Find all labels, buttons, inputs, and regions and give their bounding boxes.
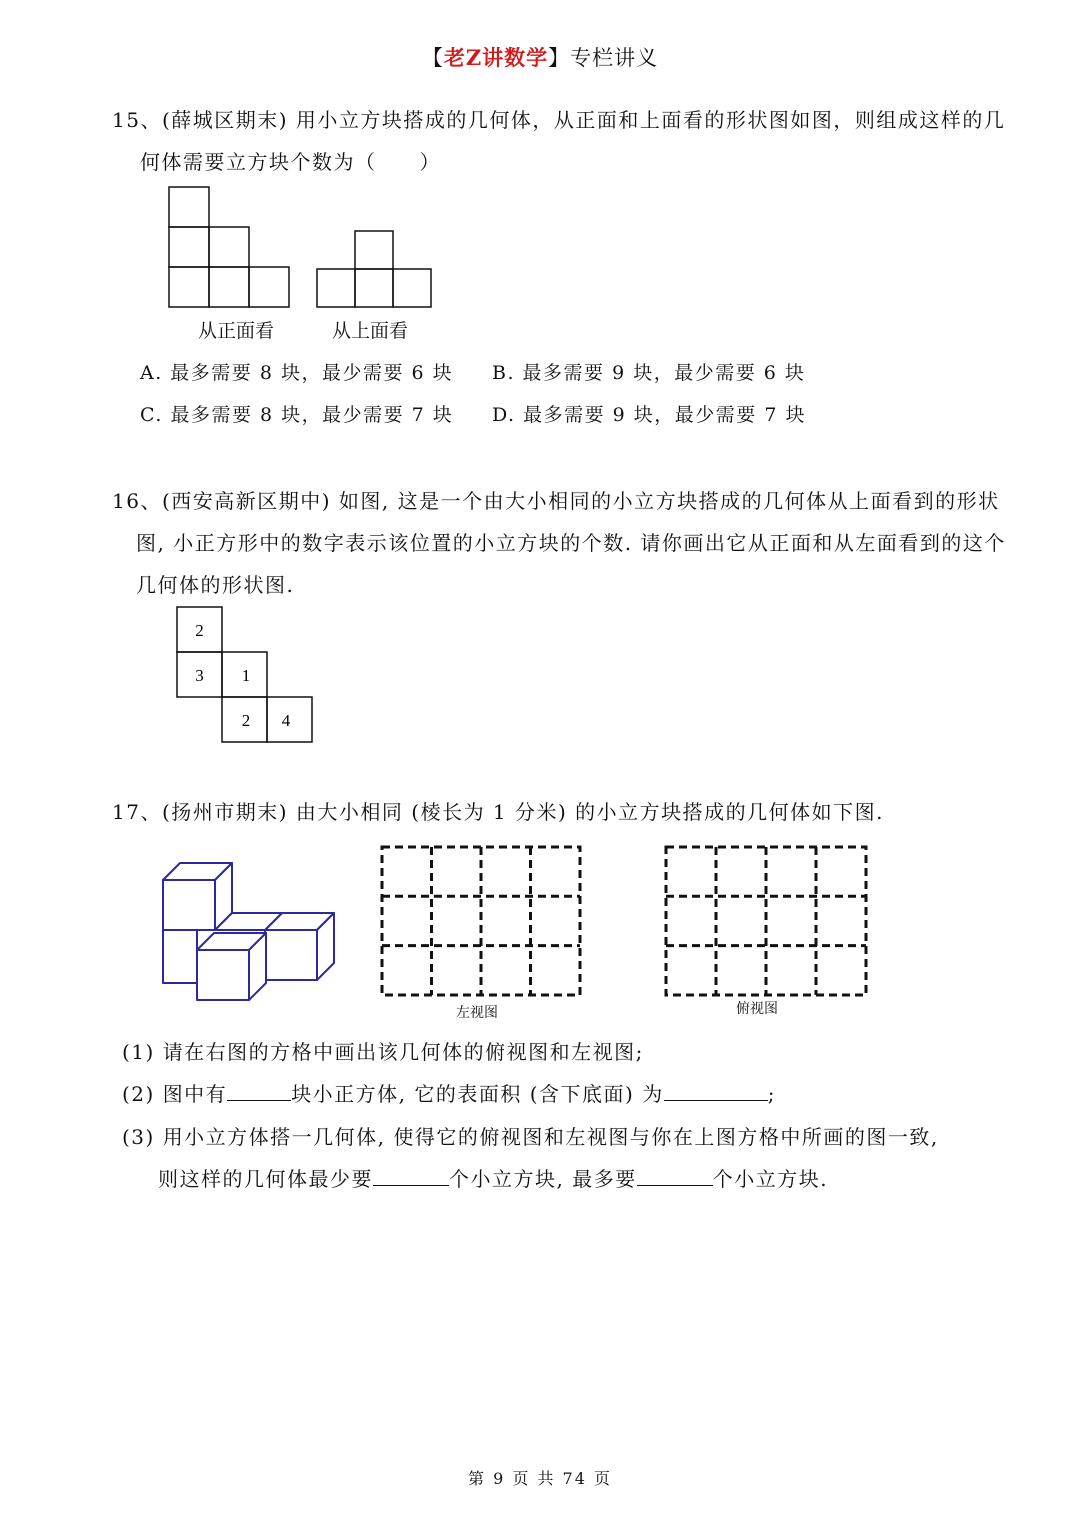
q17-sub2-text-c: ;	[767, 1082, 776, 1106]
q17-sub3-text-b: 个小立方块, 最多要	[449, 1167, 637, 1191]
q16-top-view-grid	[176, 606, 316, 744]
q17-sub3-text-c: 个小立方块.	[712, 1167, 829, 1191]
q15-front-view-figure	[168, 186, 293, 308]
q15-option-b: B. 最多需要 9 块，最少需要 6 块	[492, 362, 806, 384]
header-brand: 老Z讲数学	[443, 45, 549, 70]
q17-cube-solid-figure	[160, 860, 340, 1005]
q17-top-view-label: 俯视图	[736, 1001, 778, 1017]
q15-option-a: A. 最多需要 8 块，最少需要 6 块	[140, 362, 454, 384]
q17-left-view-label: 左视图	[456, 1005, 498, 1021]
answer-blank-max-cubes[interactable]	[637, 1167, 713, 1186]
answer-blank-cube-count[interactable]	[227, 1082, 291, 1101]
header-suffix: 专栏讲义	[570, 46, 659, 70]
answer-blank-surface-area[interactable]	[664, 1082, 768, 1101]
header-bracket-close: 】	[548, 46, 571, 70]
q15-front-label: 从正面看	[198, 320, 275, 342]
grid-number: 3	[195, 666, 204, 685]
q16-line3: 几何体的形状图.	[136, 573, 295, 597]
q17-sub2	[122, 1078, 776, 1107]
header-bracket-open: 【	[421, 46, 444, 70]
q16-line2: 图, 小正方形中的数字表示该位置的小立方块的个数. 请你画出它从正面和从左面看到的这个	[136, 531, 1006, 555]
q15-line1: 15、(薛城区期末) 用小立方块搭成的几何体，从正面和上面看的形状图如图，则组成这样的几	[112, 108, 1006, 132]
q15-line2: 何体需要立方块个数为（ ）	[140, 150, 441, 174]
q17-sub3-line1: (3) 用小立方体搭一几何体, 使得它的俯视图和左视图与你在上图方格中所画的图一致,	[122, 1125, 939, 1149]
grid-number: 4	[281, 711, 291, 730]
q15-top-view-figure	[316, 230, 434, 310]
answer-blank-min-cubes[interactable]	[373, 1167, 449, 1186]
q15-top-label: 从上面看	[332, 320, 409, 342]
q17-left-view-dashed-grid	[380, 845, 582, 997]
q17-sub3-text-a: 则这样的几何体最少要	[158, 1167, 373, 1191]
q17-sub1: (1) 请在右图的方格中画出该几何体的俯视图和左视图;	[122, 1040, 644, 1064]
grid-number: 2	[195, 621, 204, 640]
q17-sub3-line2	[158, 1163, 828, 1192]
q16-line1: 16、(西安高新区期中) 如图, 这是一个由大小相同的小立方块搭成的几何体从上面看到的形状	[112, 489, 1000, 513]
page-footer: 第 9 页 共 74 页	[468, 1469, 612, 1488]
q17-top-view-dashed-grid	[664, 845, 868, 997]
q17-sub2-text-a: (2) 图中有	[122, 1082, 228, 1106]
grid-number: 2	[241, 711, 251, 730]
q15-option-d: D. 最多需要 9 块，最少需要 7 块	[492, 404, 806, 426]
grid-number: 1	[241, 666, 251, 685]
q15-option-c: C. 最多需要 8 块，最少需要 7 块	[140, 404, 454, 426]
q17-sub2-text-b: 块小正方体, 它的表面积 (含下底面) 为	[291, 1082, 664, 1106]
q17-line1: 17、(扬州市期末) 由大小相同 (棱长为 1 分米) 的小立方块搭成的几何体如下图.	[112, 800, 885, 824]
page-header	[0, 42, 1080, 72]
